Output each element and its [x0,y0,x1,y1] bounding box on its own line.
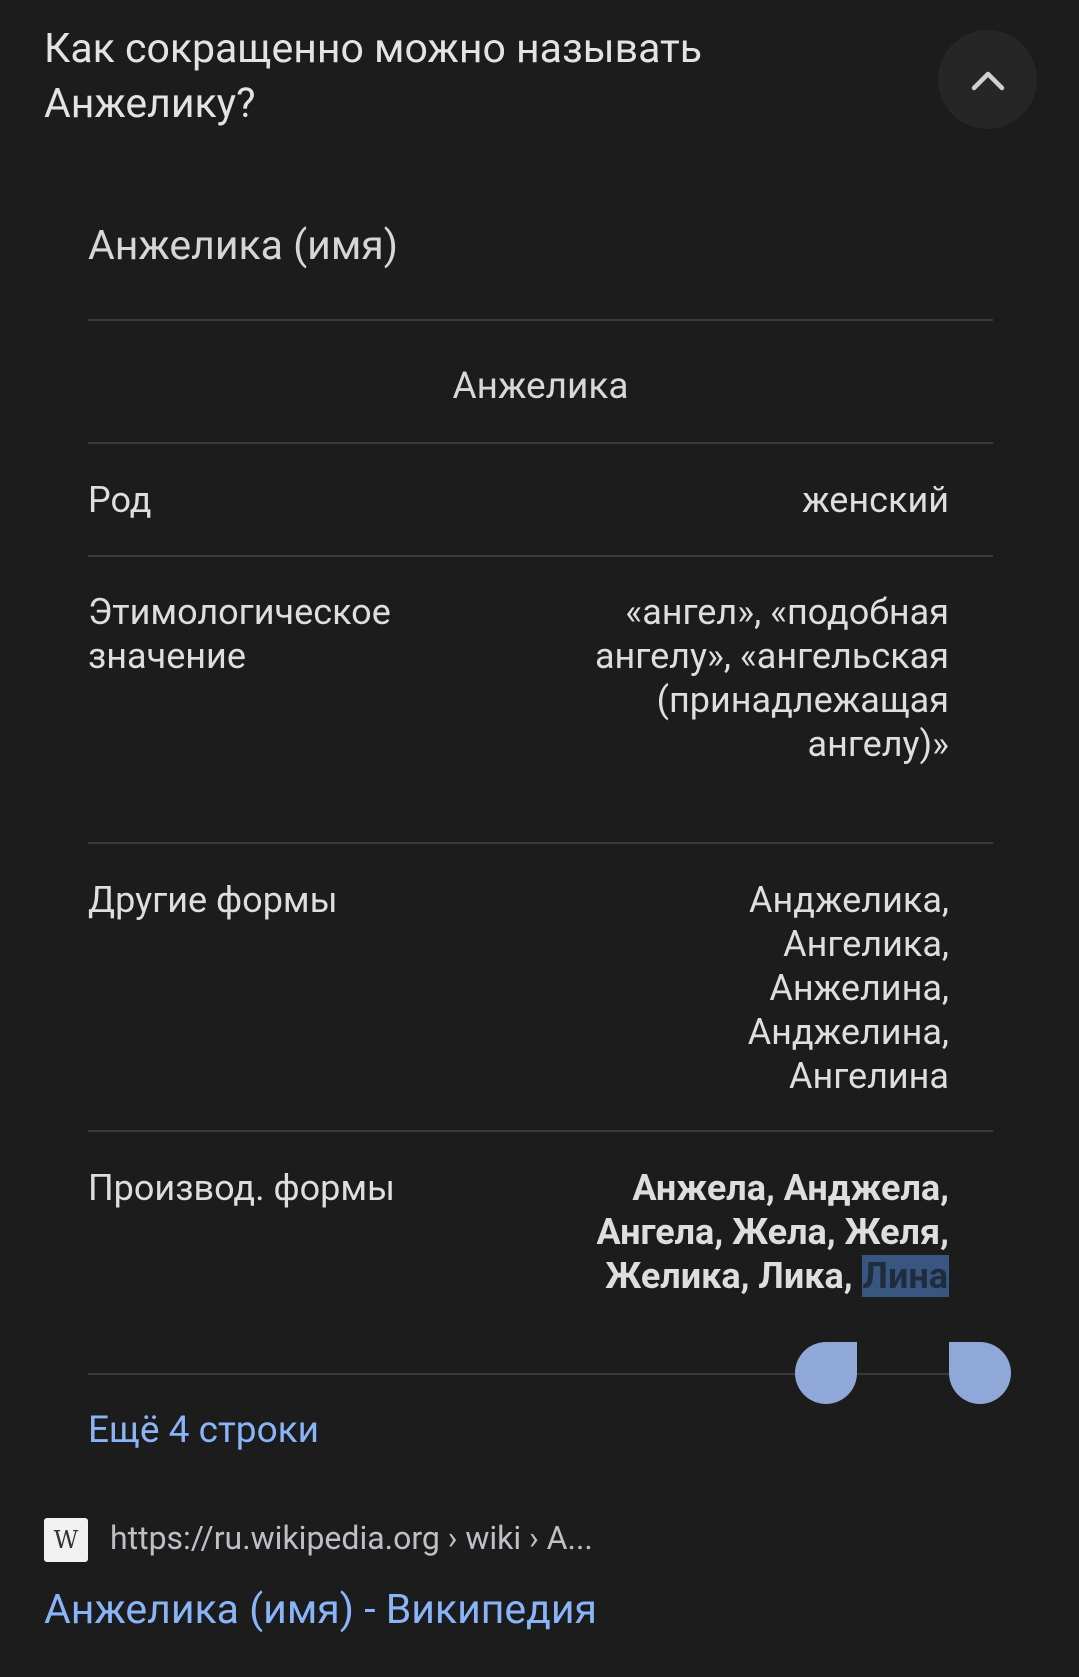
divider [88,555,993,557]
row-label-gender: Род [88,479,152,521]
divider [88,1373,993,1375]
row-value-etymology: «ангел», «подобная ангелу», «ангельская (принадлежащая ангелу)» [594,591,949,765]
question-heading: Как сокращенно можно называть Анжелику? [44,25,703,128]
selection-handle-start[interactable] [795,1342,857,1404]
row-label-derived-forms: Производ. формы [88,1167,396,1209]
divider [88,319,993,321]
row-value-derived-forms [589,1166,949,1298]
row-value-gender: женский [802,479,949,521]
row-value-other-forms: Анджелика, Ангелика, Анжелина, Анджелина, Ангелина [747,879,949,1097]
infobox-title: Анжелика (имя) [88,222,399,270]
infobox-header-name: Анжелика [452,365,629,408]
source-url[interactable]: https://ru.wikipedia.org › wiki › А... [110,1519,593,1557]
row-label-other-forms: Другие формы [88,879,338,921]
divider [88,1130,993,1132]
divider [88,442,993,444]
chevron-up-icon [971,69,1005,91]
result-title-link[interactable]: Анжелика (имя) - Википедия [44,1586,598,1634]
selection-handle-end[interactable] [949,1342,1011,1404]
row-label-etymology: Этимологическое значение [88,591,391,677]
derived-forms-text: Анжела, Анджела, Ангела, Жела, Желя, Желика, Лика, [596,1167,949,1297]
divider [88,842,993,844]
collapse-button[interactable] [938,30,1037,129]
more-rows-link[interactable]: Ещё 4 строки [88,1409,320,1452]
wikipedia-icon: W [44,1518,88,1562]
selected-text[interactable]: Лина [862,1255,948,1297]
